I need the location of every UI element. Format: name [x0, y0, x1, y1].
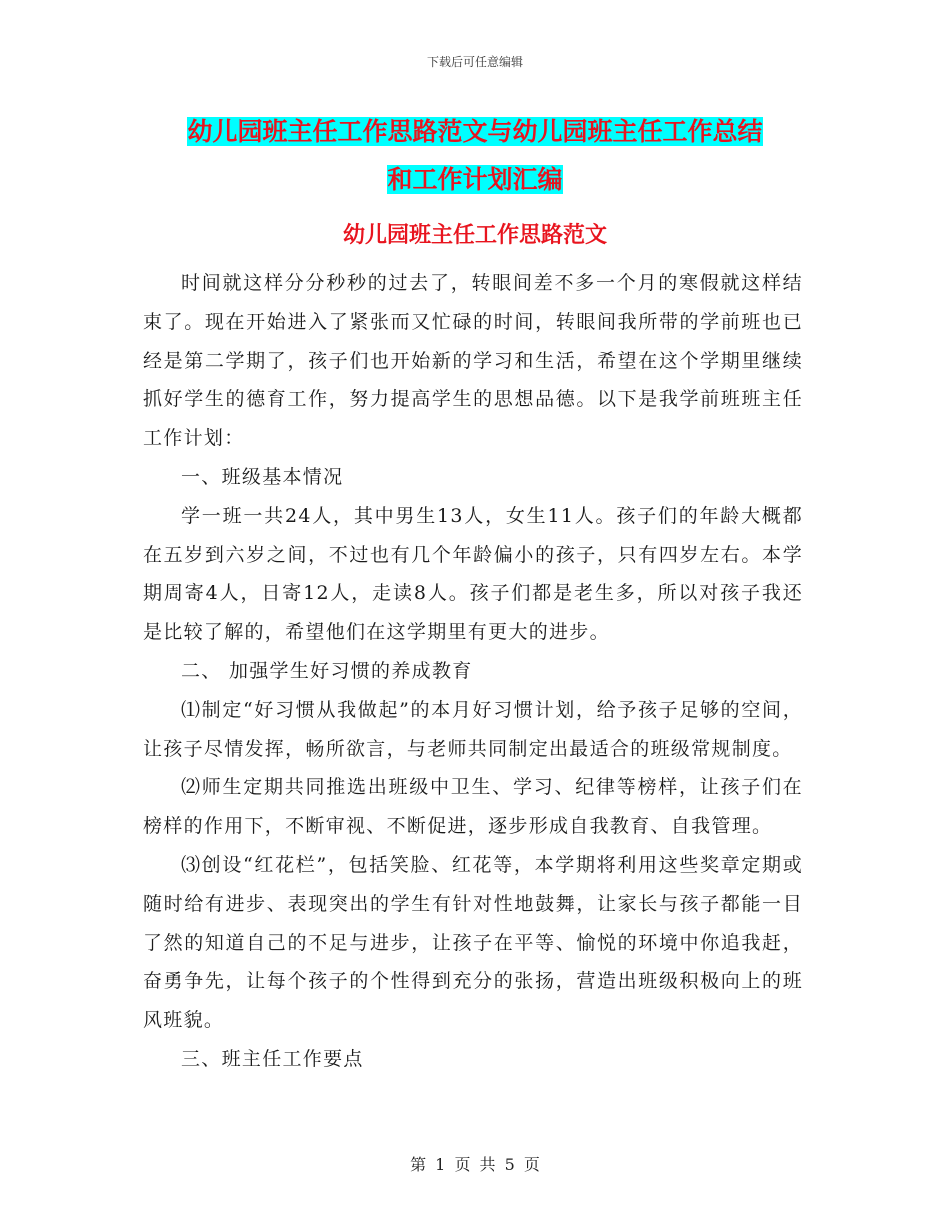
document-title-line-2: 和工作计划汇编 [387, 165, 563, 194]
page-number: 第 1 页 共 5 页 [410, 1155, 540, 1174]
heading-class-basic-info: 一、班级基本情况 [181, 465, 344, 488]
document-title [130, 108, 820, 204]
paragraph-habit-item-1: ⑴制定“好习惯从我做起”的本月好习惯计划，给予孩子足够的空间，让孩子尽情发挥，畅所欲言，与老师共同制定出最适合的班级常规制度。 [143, 698, 803, 760]
section-title: 幼儿园班主任工作思路范文 [342, 223, 607, 248]
header-note: 下载后可任意编辑 [426, 55, 523, 69]
document-body [143, 264, 803, 1079]
paragraph-class-basic-info: 学一班一共24人，其中男生13人，女生11人。孩子们的年龄大概都在五岁到六岁之间，不过也有几个年龄偏小的孩子，只有四岁左右。本学期周寄4人，日寄12人，走读8人。孩子们都是老生多，所以对孩子我还是比较了解的，希望他们在这学期里有更大的进步。 [143, 504, 803, 644]
paragraph-intro: 时间就这样分分秒秒的过去了，转眼间差不多一个月的寒假就这样结束了。现在开始进入了紧张而又忙碌的时间，转眼间我所带的学前班也已经是第二学期了，孩子们也开始新的学习和生活，希望在这个学期里继续抓好学生的德育工作，努力提高学生的思想品德。以下是我学前班班主任工作计划： [143, 272, 803, 450]
heading-work-points: 三、班主任工作要点 [181, 1047, 364, 1070]
document-title-line-1: 幼儿园班主任工作思路范文与幼儿园班主任工作总结 [187, 117, 763, 146]
heading-good-habits: 二、 加强学生好习惯的养成教育 [181, 659, 473, 682]
paragraph-habit-item-2: ⑵师生定期共同推选出班级中卫生、学习、纪律等榜样，让孩子们在榜样的作用下，不断审视、不断促进，逐步形成自我教育、自我管理。 [143, 776, 803, 838]
paragraph-habit-item-3: ⑶创设“红花栏”，包括笑脸、红花等，本学期将利用这些奖章定期或随时给有进步、表现突出的学生有针对性地鼓舞，让家长与孩子都能一目了然的知道自己的不足与进步，让孩子在平等、愉悦的环境中你追我赶，奋勇争先，让每个孩子的个性得到充分的张扬，营造出班级积极向上的班风班貌。 [143, 853, 803, 1032]
